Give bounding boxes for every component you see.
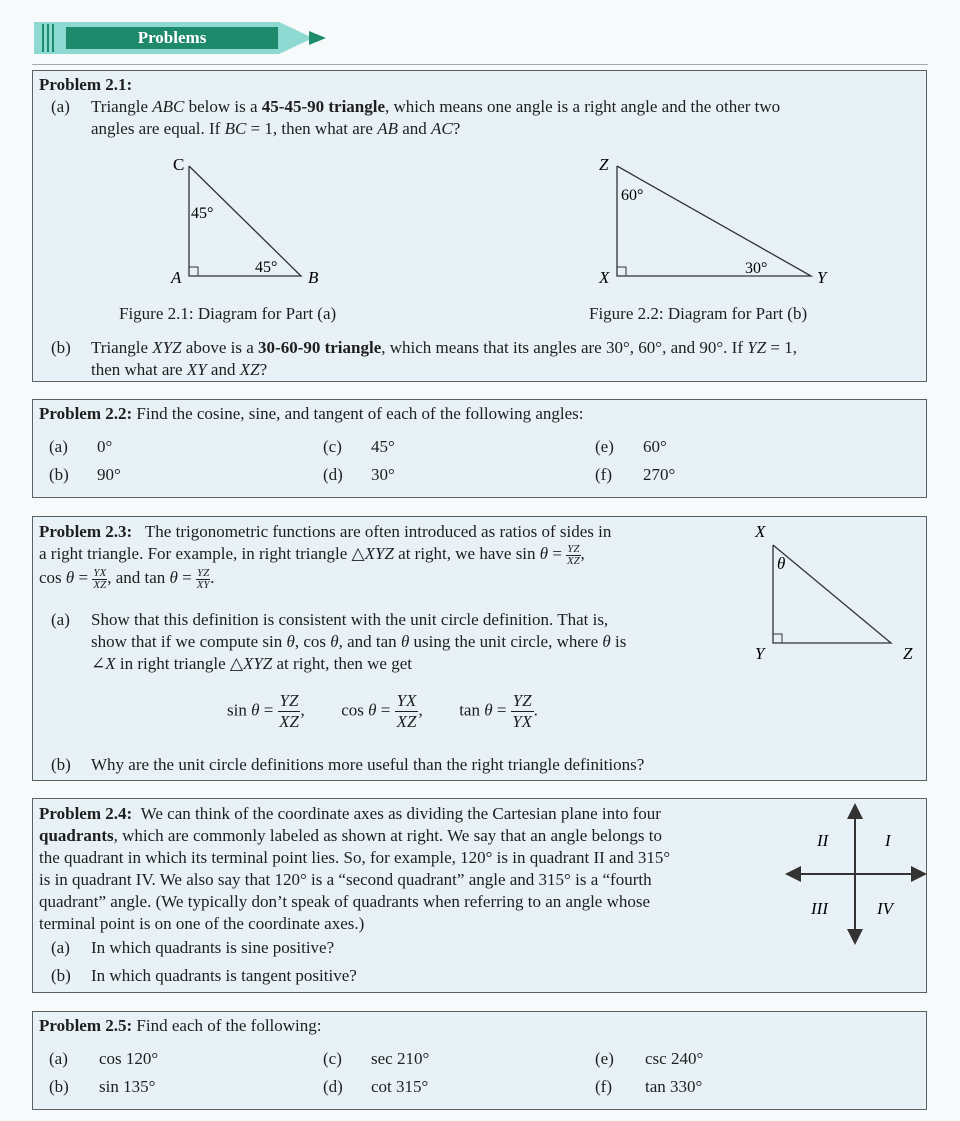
fraction: $\frac{YZ}{XY}$: [196, 566, 210, 591]
figure-2-2-triangle: [593, 156, 853, 286]
fraction: $\frac{YZ}{YX}$: [512, 691, 533, 731]
figure-2-2-caption: Figure 2.2: Diagram for Part (b): [589, 304, 808, 323]
banner-title: Problems: [66, 27, 278, 49]
banner-rule: [32, 64, 928, 65]
part-label: (b): [51, 966, 71, 985]
vertex-b: B: [308, 268, 319, 286]
item-value: cot 315°: [371, 1077, 429, 1096]
part-label: (a): [51, 610, 70, 629]
item-label: (c): [323, 1049, 342, 1068]
quadrant-iv-label: IV: [877, 899, 894, 918]
item-value: 30°: [371, 465, 395, 484]
vertex-z: Z: [903, 644, 913, 663]
problem-text-line4: is in quadrant IV. We also say that 120° is a “second quadrant” angle and 315° is a “fourth: [39, 870, 652, 889]
problems-banner: [34, 22, 334, 54]
part-label: (a): [51, 97, 70, 116]
problem-2-5: [32, 1011, 927, 1110]
fraction: $\frac{YX}{XZ}$: [396, 691, 417, 731]
pencil-stripe: [47, 24, 49, 52]
item-label: (e): [595, 1049, 614, 1068]
problem-intro: Problem 2.2: Find the cosine, sine, and tangent of each of the following angles:: [39, 404, 584, 423]
pencil-lead-icon: [309, 31, 326, 45]
part-a-text: Triangle ABC below is a 45-45-90 triangle, which means one angle is a right angle and the other two: [91, 97, 781, 116]
item-value: tan 330°: [645, 1077, 703, 1096]
right-angle-marker: [773, 634, 782, 643]
pencil-tip: [279, 22, 313, 54]
figure-2-1-triangle: [163, 156, 333, 286]
problem-text-line2: quadrants, which are commonly labeled as shown at right. We say that an angle belongs to: [39, 826, 662, 845]
fraction: $\frac{YZ}{XZ}$: [566, 542, 580, 567]
item-value: 270°: [643, 465, 676, 484]
item-label: (b): [49, 1077, 69, 1096]
item-label: (d): [323, 465, 343, 484]
item-label: (a): [49, 1049, 68, 1068]
vertex-c: C: [173, 156, 185, 174]
quadrant-diagram: [783, 801, 927, 951]
item-label: (f): [595, 1077, 612, 1096]
part-label: (b): [51, 755, 71, 774]
part-a-text: In which quadrants is sine positive?: [91, 938, 335, 957]
problem-intro: Problem 2.5: Find each of the following:: [39, 1016, 322, 1035]
part-b-text: In which quadrants is tangent positive?: [91, 966, 357, 985]
angle-theta-label: θ: [777, 554, 786, 573]
vertex-x: X: [755, 522, 766, 541]
item-value: 0°: [97, 437, 113, 456]
angle-b-label: 45°: [255, 259, 278, 276]
pencil-stripe: [42, 24, 44, 52]
item-label: (d): [323, 1077, 343, 1096]
part-b-text: Why are the unit circle definitions more useful than the right triangle definitions?: [91, 755, 645, 774]
part-label: (b): [51, 338, 71, 357]
item-value: 45°: [371, 437, 395, 456]
problem-heading: Problem 2.1:: [39, 75, 133, 94]
problem-text-line3: the quadrant in which its terminal point lies. So, for example, 120° is in quadrant II and 315°: [39, 848, 671, 867]
problem-text-line1: Problem 2.4: We can think of the coordinate axes as dividing the Cartesian plane into four: [39, 804, 661, 823]
item-label: (e): [595, 437, 614, 456]
figure-right-triangle-xyz: [751, 517, 927, 667]
fraction: $\frac{YZ}{XZ}$: [279, 691, 299, 731]
problem-text-line5: quadrant” angle. (We typically don’t speak of quadrants when referring to an angle whose: [39, 892, 651, 911]
problem-text-line6: terminal point is on one of the coordinate axes.): [39, 914, 365, 933]
item-label: (b): [49, 465, 69, 484]
triangle-xyz: [773, 545, 891, 643]
part-a-line3: ∠X in right triangle △XYZ at right, then we get: [91, 654, 413, 673]
problem-2-1: [32, 70, 927, 382]
problem-heading: Problem 2.4:: [39, 804, 133, 823]
quadrant-iii-label: III: [811, 899, 828, 918]
quadrant-i-label: I: [885, 831, 891, 850]
part-a-line2: show that if we compute sin θ, cos θ, and tan θ using the unit circle, where θ is: [91, 632, 627, 651]
angle-z-label: 60°: [621, 187, 644, 204]
pencil-stripe: [52, 24, 54, 52]
problem-2-3: [32, 516, 927, 781]
part-a-line1: Show that this definition is consistent with the unit circle definition. That is,: [91, 610, 609, 629]
quadrant-ii-label: II: [817, 831, 829, 850]
part-b-text-line2: then what are XY and XZ?: [91, 360, 268, 379]
part-a-text-line2: angles are equal. If BC = 1, then what are AB and AC?: [91, 119, 461, 138]
problem-heading: Problem 2.2:: [39, 404, 133, 423]
display-equation: sin θ = $\frac{YZ}{XZ}$ , cos θ = $\frac{YX}{XZ}$ , tan θ = $\frac{YZ}{YX}$ .: [227, 691, 538, 731]
item-label: (c): [323, 437, 342, 456]
problem-intro-line1: Problem 2.3: The trigonometric functions are often introduced as ratios of sides in: [39, 522, 612, 541]
problem-intro-line3: cos θ = $\frac{YX}{XZ}$ , and tan θ = $\frac{YZ}{XY}$ .: [39, 566, 215, 591]
vertex-x: X: [599, 268, 610, 286]
part-label: (a): [51, 938, 70, 957]
vertex-z: Z: [599, 156, 609, 174]
angle-y-label: 30°: [745, 260, 768, 277]
item-value: 90°: [97, 465, 121, 484]
problem-heading: Problem 2.3:: [39, 522, 133, 541]
part-b-text: Triangle XYZ above is a 30-60-90 triangle, which means that its angles are 30°, 60°, and 90°. If YZ = 1,: [91, 338, 798, 357]
figure-2-1-caption: Figure 2.1: Diagram for Part (a): [119, 304, 337, 323]
right-angle-marker: [189, 267, 198, 276]
angle-c-label: 45°: [191, 205, 214, 222]
item-label: (a): [49, 437, 68, 456]
problem-2-4: [32, 798, 927, 993]
item-value: 60°: [643, 437, 667, 456]
vertex-y: Y: [755, 644, 765, 663]
problem-heading: Problem 2.5:: [39, 1016, 133, 1035]
fraction: $\frac{YX}{XZ}$: [93, 566, 107, 591]
right-angle-marker: [617, 267, 626, 276]
item-value: sin 135°: [99, 1077, 156, 1096]
item-value: csc 240°: [645, 1049, 704, 1068]
vertex-a: A: [171, 268, 182, 286]
problem-intro-line2: a right triangle. For example, in right triangle △XYZ at right, we have sin θ = $\frac{YZ}{XZ}$ ,: [39, 542, 585, 567]
item-value: sec 210°: [371, 1049, 430, 1068]
triangle-xyz: [617, 166, 811, 276]
item-value: cos 120°: [99, 1049, 159, 1068]
item-label: (f): [595, 465, 612, 484]
problem-2-2: [32, 399, 927, 498]
vertex-y: Y: [817, 268, 827, 286]
